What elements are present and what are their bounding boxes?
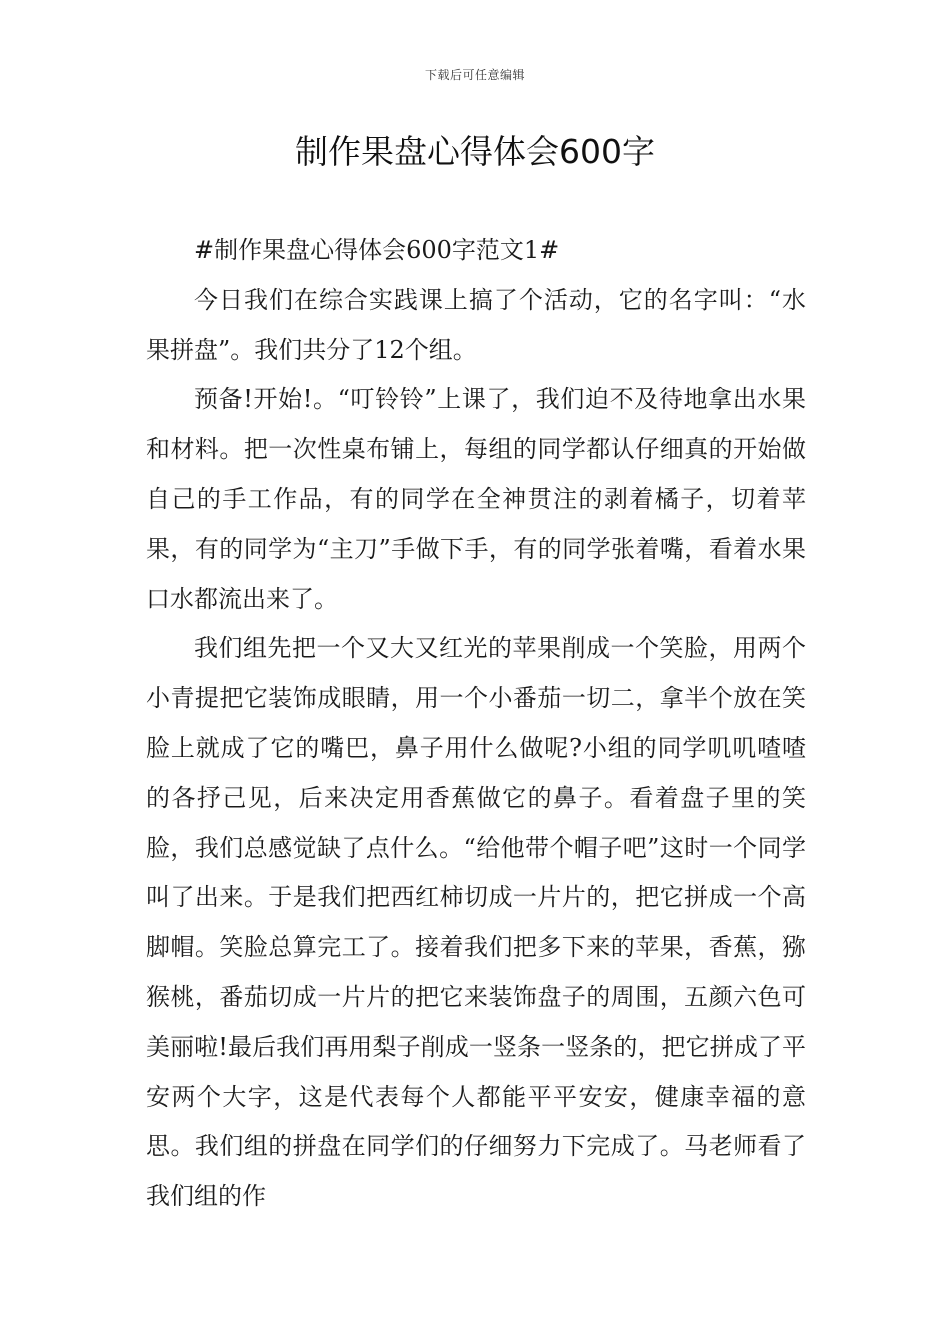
document-body [146, 226, 806, 1222]
paragraph-subtitle: #制作果盘心得体会600字范文1# [194, 236, 560, 264]
header-note: 下载后可任意编辑 [424, 68, 525, 82]
paragraph: 预备!开始!。“叮铃铃”上课了，我们迫不及待地拿出水果和材料。把一次性桌布铺上，每组的同学都认仔细真的开始做自己的手工作品，有的同学在全神贯注的剥着橘子，切着苹果，有的同学为“主刀”手做下手，有的同学张着嘴，看着水果口水都流出来了。 [146, 385, 806, 613]
document-title: 制作果盘心得体会600字 [295, 132, 655, 171]
paragraph: 今日我们在综合实践课上搞了个活动，它的名字叫：“水果拼盘”。我们共分了12个组。 [146, 285, 806, 364]
paragraph: 我们组先把一个又大又红光的苹果削成一个笑脸，用两个小青提把它装饰成眼睛，用一个小番茄一切二，拿半个放在笑脸上就成了它的嘴巴，鼻子用什么做呢?小组的同学叽叽喳喳的各抒己见，后来决定用香蕉做它的鼻子。看着盘子里的笑脸，我们总感觉缺了点什么。“给他带个帽子吧”这时一个同学叫了出来。于是我们把西红柿切成一片片的，把它拼成一个高脚帽。笑脸总算完工了。接着我们把多下来的苹果，香蕉，猕猴桃，番茄切成一片片的把它来装饰盘子的周围，五颜六色可美丽啦!最后我们再用梨子削成一竖条一竖条的，把它拼成了平安两个大字，这是代表每个人都能平平安安，健康幸福的意思。我们组的拼盘在同学们的仔细努力下完成了。马老师看了我们组的作 [146, 634, 806, 1211]
